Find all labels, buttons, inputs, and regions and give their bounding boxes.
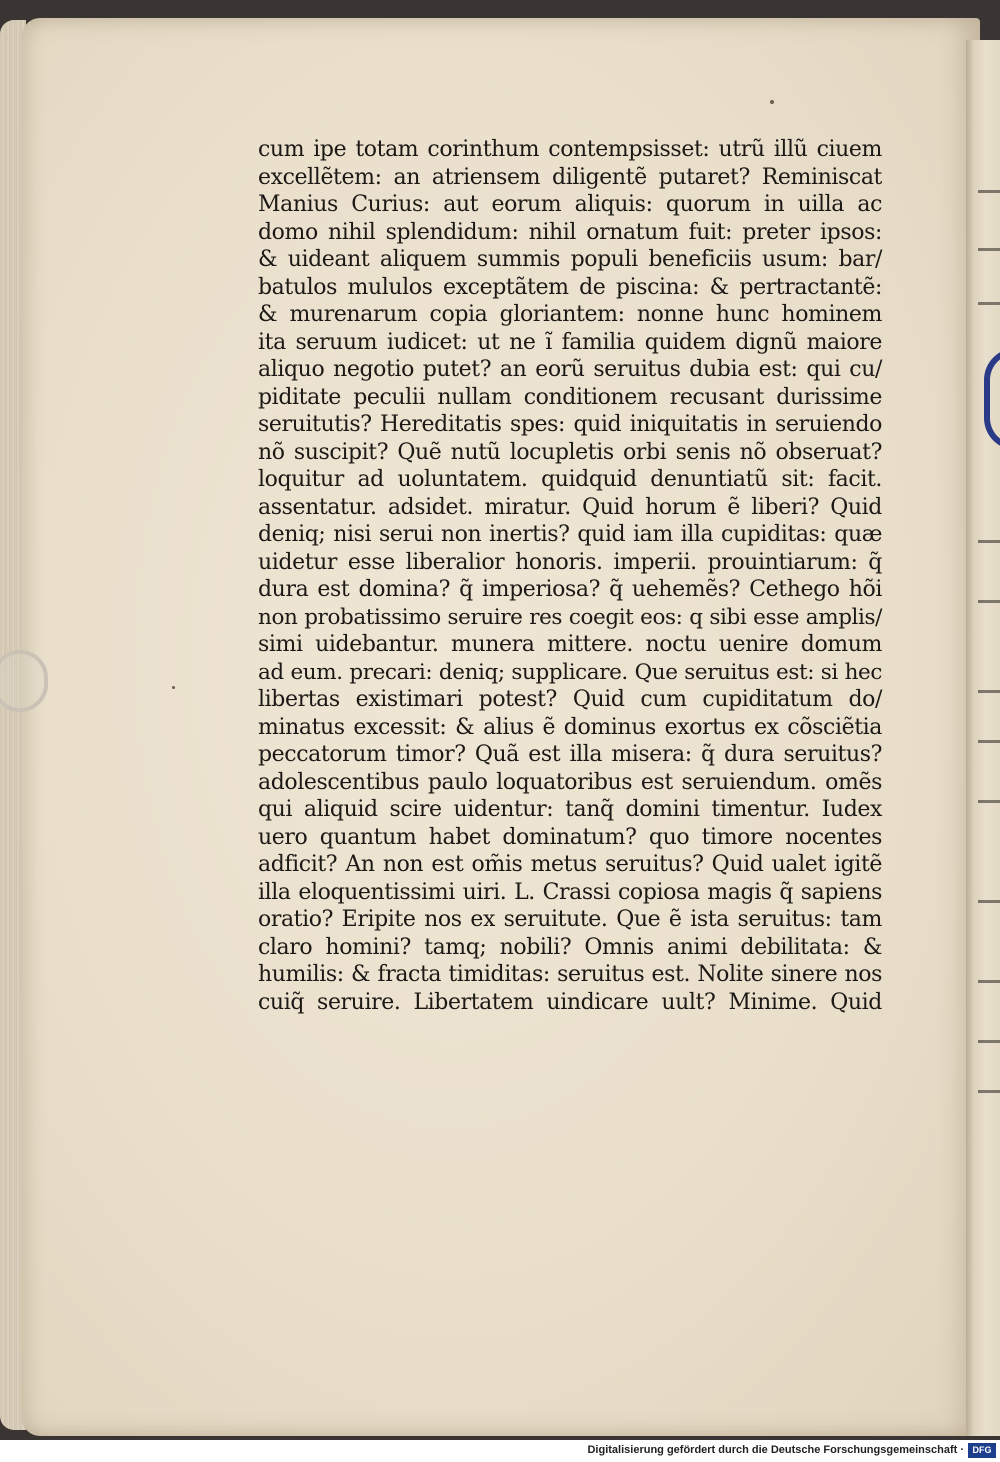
text-line: nõ suscipit? Quẽ nutũ locupletis orbi senis nõ obseruat?: [258, 439, 882, 465]
text-line: ita seruum iudicet: ut ne ĩ familia quidem dignũ maiore: [258, 329, 882, 355]
text-line: adficit? An non est om̃is metus seruitus? Quid ualet igitẽ: [258, 852, 882, 877]
text-line: non probatissimo seruire res coegit eos: q sibi esse amplis/: [258, 604, 882, 630]
text-line: seruitutis? Hereditatis spes: quid iniquitatis in seruiendo: [258, 412, 882, 437]
text-line: loquitur ad uoluntatem. quidquid denuntiatũ sit: facit.: [258, 467, 882, 492]
text-line: minatus excessit: & alius ẽ dominus exortus ex cõsciẽtia: [258, 714, 882, 740]
text-line: & murenarum copia gloriantem: nonne hunc hominem: [258, 302, 882, 327]
text-line: Manius Curius: aut eorum aliquis: quorum in uilla ac: [258, 192, 882, 217]
text-line: adolescentibus paulo loquatoribus est seruiendum. omẽs: [258, 769, 882, 795]
page-text-block: [258, 136, 882, 1016]
text-line: qui aliquid scire uidentur: tanq̃ domini timentur. Iudex: [258, 797, 882, 822]
text-line: & uideant aliquem summis populi beneficiis usum: bar/: [258, 247, 882, 272]
ink-speck: [172, 686, 175, 689]
text-line: aliquo negotio putet? an eorũ seruitus dubia est: qui cu/: [258, 357, 882, 382]
text-line: illa eloquentissimi uiri. L. Crassi copiosa magis q̃ sapiens: [258, 879, 882, 905]
text-line: peccatorum timor? Quã est illa misera: q̃ dura seruitus?: [258, 742, 882, 767]
next-page-strip: [966, 40, 1000, 1436]
text-line: domo nihil splendidum: nihil ornatum fuit: preter ipsos:: [258, 219, 882, 245]
text-line: simi uidebantur. munera mittere. noctu uenire domum: [258, 632, 882, 657]
text-line: cuiq̃ seruire. Libertatem uindicare uult? Minime. Quid: [258, 989, 882, 1015]
text-line: dura est domina? q̃ imperiosa? q̃ uehemẽs? Cethego hõi: [258, 577, 882, 602]
text-line: claro homini? tamq; nobili? Omnis animi debilitata: &: [258, 934, 882, 960]
footer-bar: [0, 1440, 1000, 1462]
text-line: excellẽtem: an atriensem diligentẽ putaret? Reminiscat: [258, 164, 882, 190]
text-line: piditate peculii nullam conditionem recusant durissime: [258, 384, 882, 410]
text-line: cum ipe totam corinthum contempsisset: utrũ illũ ciuem: [258, 137, 882, 162]
text-line: uero quantum habet dominatum? quo timore nocentes: [258, 824, 882, 850]
book-clasp: [0, 650, 48, 712]
text-line: ad eum. precari: deniq; supplicare. Que seruitus est: si hec: [258, 659, 882, 685]
text-line: batulos mululos exceptãtem de piscina: & pertractantẽ:: [258, 274, 882, 300]
text-line: assentatur. adsidet. miratur. Quid horum ẽ liberi? Quid: [258, 494, 882, 520]
dfg-logo: DFG: [968, 1443, 996, 1458]
text-line: libertas existimari potest? Quid cum cupiditatum do/: [258, 687, 882, 712]
text-line: humilis: & fracta timiditas: seruitus est. Nolite sinere nos: [258, 962, 882, 987]
footer-credit: Digitalisierung gefördert durch die Deutsche Forschungsgemeinschaft ·: [587, 1444, 964, 1456]
ink-speck: [770, 100, 774, 104]
text-line: uidetur esse liberalior honoris. imperii. prouintiarum: q̃: [258, 549, 882, 575]
text-line: oratio? Eripite nos ex seruitute. Que ẽ ista seruitus: tam: [258, 907, 882, 932]
text-line: deniq; nisi serui non inertis? quid iam illa cupiditas: quæ: [258, 522, 882, 547]
